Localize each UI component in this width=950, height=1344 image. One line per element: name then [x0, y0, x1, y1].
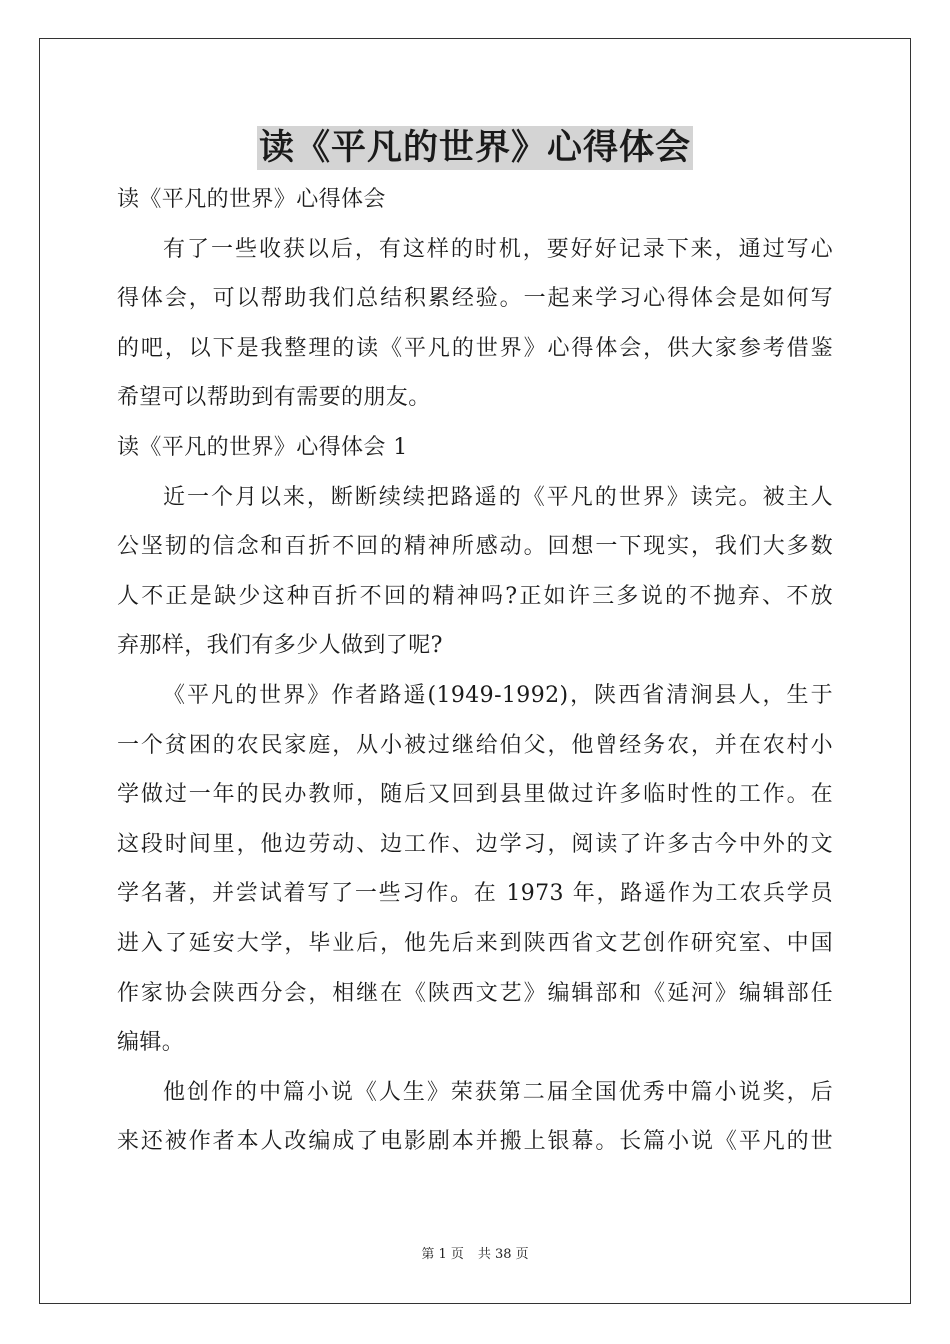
- body-line: 作家协会陕西分会，相继在《陕西文艺》编辑部和《延河》编辑部任: [117, 980, 833, 1006]
- body-line: 弃那样，我们有多少人做到了呢?: [117, 633, 443, 659]
- body-line: 希望可以帮助到有需要的朋友。: [117, 385, 431, 411]
- body-line: 这段时间里，他边劳动、边工作、边学习，阅读了许多古今中外的文: [117, 831, 833, 857]
- body-line: 《平凡的世界》作者路遥(1949-1992)，陕西省清涧县人，生于: [163, 682, 833, 708]
- body-line: 的吧，以下是我整理的读《平凡的世界》心得体会，供大家参考借鉴: [117, 335, 833, 361]
- body-line: 来还被作者本人改编成了电影剧本并搬上银幕。长篇小说《平凡的世: [117, 1129, 833, 1155]
- body-line: 学名著，并尝试着写了一些习作。在 1973 年，路遥作为工农兵学员: [117, 881, 833, 907]
- body-line: 他创作的中篇小说《人生》荣获第二届全国优秀中篇小说奖，后: [163, 1079, 833, 1105]
- page-number: 第 1 页: [421, 1247, 464, 1262]
- body-line: 公坚韧的信念和百折不回的精神所感动。回想一下现实，我们大多数: [117, 534, 833, 560]
- document-body: [117, 175, 833, 1167]
- page-footer: [0, 1246, 950, 1264]
- body-line: 得体会，可以帮助我们总结积累经验。一起来学习心得体会是如何写: [117, 286, 833, 312]
- body-line: 一个贫困的农民家庭，从小被过继给伯父，他曾经务农，并在农村小: [117, 732, 833, 758]
- section-heading: 读《平凡的世界》心得体会 1: [117, 434, 408, 460]
- body-line: 人不正是缺少这种百折不回的精神吗?正如许三多说的不抛弃、不放: [117, 583, 833, 609]
- section-heading: 读《平凡的世界》心得体会: [117, 187, 386, 212]
- body-line: 有了一些收获以后，有这样的时机，要好好记录下来，通过写心: [163, 236, 833, 262]
- body-line: 进入了延安大学，毕业后，他先后来到陕西省文艺创作研究室、中国: [117, 930, 833, 956]
- document-title: 读《平凡的世界》心得体会: [258, 128, 691, 168]
- body-line: 学做过一年的民办教师，随后又回到县里做过许多临时性的工作。在: [117, 782, 833, 808]
- title-area: [0, 126, 950, 170]
- body-line: 近一个月以来，断断续续把路遥的《平凡的世界》读完。被主人: [163, 484, 833, 510]
- body-line: 编辑。: [117, 1030, 185, 1056]
- page-total: 共 38 页: [477, 1247, 529, 1262]
